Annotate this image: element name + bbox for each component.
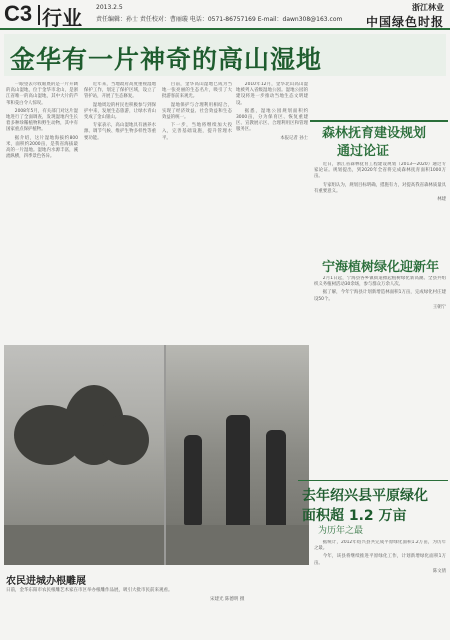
article-column-2 [84,82,156,340]
side-article-subtitle: 为历年之最 [318,526,364,536]
masthead [0,0,450,30]
side-article-title: 森林抚育建设规划 [322,126,427,141]
section-code: C3 [4,1,33,26]
paragraph: 据了解，今年宁海县计划新增造林面积1万亩，完成绿化村庄建设50个。 [314,290,446,302]
side-article-title: 宁海植树绿化迎新年 [322,260,440,275]
paragraph: 下一步，当地将继续加大投入，完善基础设施，提升管理水平。 [162,123,232,141]
article-column-3 [162,82,232,340]
photo-root-carving [4,345,164,565]
page-headline: 金华有一片神奇的高山湿地 [10,45,323,74]
side-article-body [314,540,446,635]
photo-caption-title: 农民进城办根雕展 [6,576,86,587]
paragraph: 2010年12月，金华北山高山湿地被列入省级湿地公园。湿地公园的建设将进一步推动当地生态文明建设。 [236,82,308,106]
paragraph: 近日，浙江省森林抚育工程建设规划（2013—2020）通过专家论证。规划提出，到2020年全省将完成森林抚育面积1000万亩。 [314,162,446,180]
paragraph: 专家表示，高山湿地具有涵养水源、调节气候、维护生物多样性等重要功能。 [84,123,156,141]
paragraph: 湿地周边的村民也积极参与到保护中来，发展生态旅游，让绿水青山变成了金山银山。 [84,102,156,121]
paper-logo: 中国绿色时报 [365,15,444,29]
side-article-body [314,162,446,242]
byline: 王朝宁 [432,304,446,310]
side-article-title: 面积超 1.2 万亩 [302,508,407,524]
photo-caption-text: 日前，金华东阳市农民根雕艺术家在市区举办根雕作品展，吸引大批市民前来观看。 [6,588,173,593]
news-photo [4,345,309,565]
section-name: 行业 [42,6,82,30]
paragraph: 湿地保护与合理利用相结合，实现了经济效益、社会效益和生态效益的统一。 [162,102,232,121]
paragraph: 今年，该县将继续推进平原绿化工作，计划新增绿化面积1万亩。 [314,554,446,566]
paragraph: 据悉，湿地公园规划面积约3000亩，分为保育区、恢复重建区、宣教展示区、合理利用区和管理服务区。 [236,108,308,133]
section-rule [298,480,448,481]
photo-visitors [166,345,309,565]
paragraph: 2008年5月，有关部门对这片湿地进行了全面调查，发现湿地内生长着多种珍稀植物和野生动物，其中有国家重点保护植物。 [6,108,78,133]
paragraph: 据统计，2012年绍兴县共完成平原绿化面积1.2万亩，为历年之最。 [314,540,446,552]
editor-contact: 责任编辑：孙士 责任校对：曹丽璇 电话：0571-86757169 E-mail：dawn308@163.com [96,16,343,23]
issue-date: 2013.2.5 [96,4,123,11]
side-article-body [314,276,446,476]
paragraph: 专家组认为，规划目标明确，措施有力，对提高我省森林质量具有重要意义。 [314,182,446,194]
photo-credit: 宋建光 陈德明 摄 [210,597,245,602]
section-divider [38,5,40,25]
paragraph: 据介绍，这片湿地海拔约800米，面积约2000亩，是我省海拔最高的一片湿地。湿地内水源丰富，溪流纵横，四季景色各异。 [6,135,78,160]
article-column-1 [6,82,78,340]
byline: 林建 [437,197,446,203]
article-column-4 [236,82,308,340]
byline: 陈文倩 [432,568,446,574]
paragraph: 近年来，当地政府高度重视湿地保护工作，划定了保护区域，设立了管护站，开展了生态修复。 [84,82,156,100]
side-article-title: 通过论证 [337,144,390,159]
paragraph: 2月1日起，宁海县各乡镇街道掀起植树绿化新高潮。全县共组织义务植树活动30余场，参与群众万余人次。 [314,276,446,288]
paragraph: 一眼望去尽收眼底的是一片开阔的高山湿地，位于金华市北山，是浙江省唯一的高山湿地，其中大片的芦苇和茭白令人惊叹。 [6,82,78,106]
byline: 本报记者 孙士 [280,135,308,141]
paper-name: 浙江林业 [412,3,444,12]
paragraph: 目前，金华高山湿地已成为当地一张亮丽的生态名片，吸引了大批游客前来观光。 [162,82,232,100]
side-article-title: 去年绍兴县平原绿化 [302,488,428,504]
